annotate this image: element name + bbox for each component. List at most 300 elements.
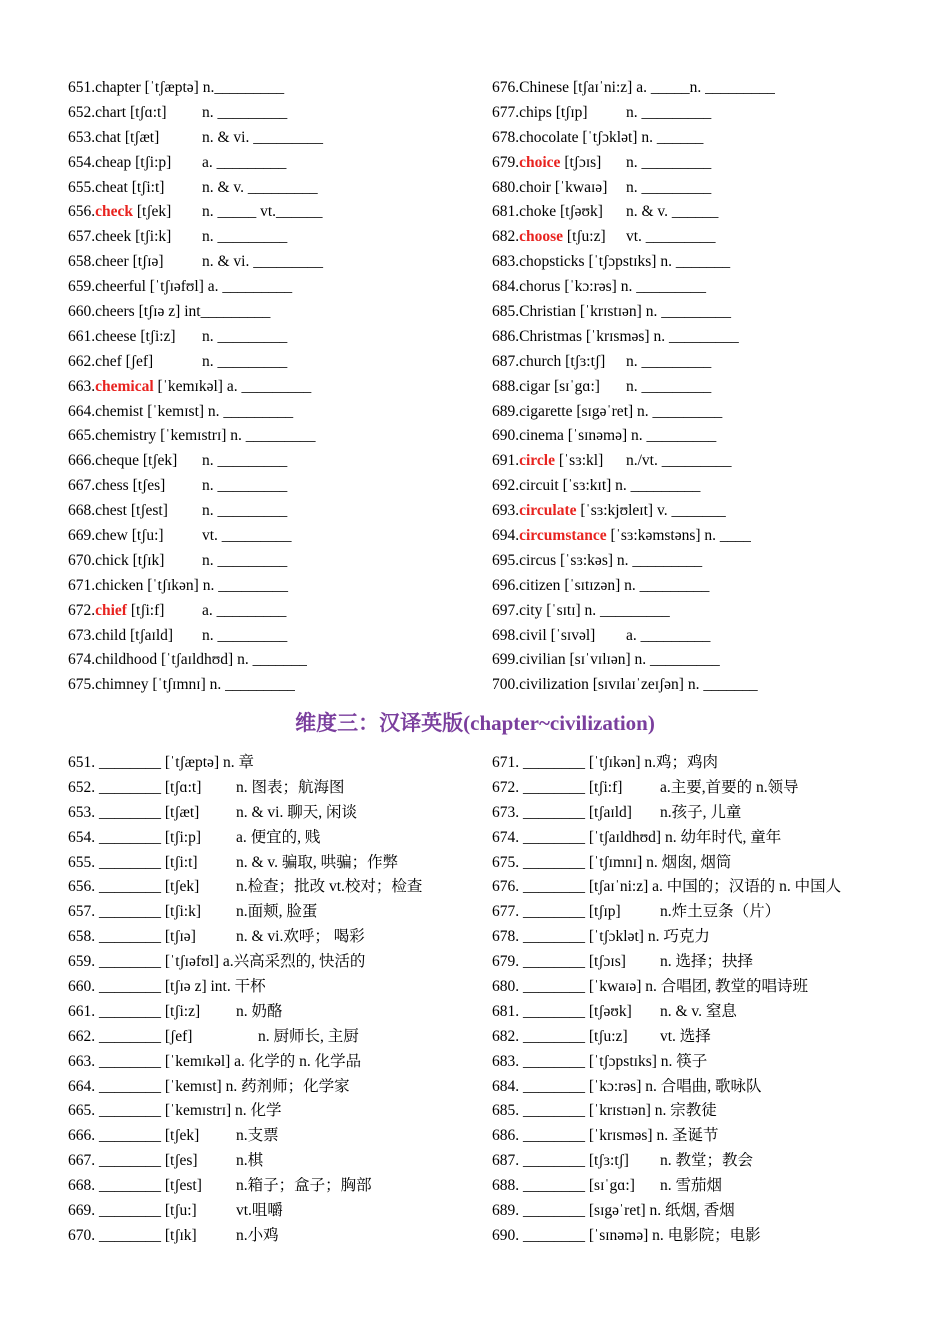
entry-meaning: n. 图表；航海图 — [236, 778, 345, 796]
vocab-entry — [68, 499, 508, 524]
entry-phonetic: [ˈkemɪst] n. 药剂师；化学家 — [161, 1077, 350, 1095]
entry-number: 683. ________ — [492, 1052, 585, 1070]
entry-meaning: n. _________ — [202, 327, 288, 345]
entry-phonetic: [sɪgəˈret] n. 纸烟, 香烟 — [585, 1202, 735, 1220]
vocab-entry — [492, 1199, 932, 1224]
entry-phonetic: [tʃu:] — [161, 1202, 197, 1220]
entry-number: 685. ________ — [492, 1102, 585, 1120]
entry-number: 677. ________ — [492, 903, 585, 921]
entry-word: chips — [519, 103, 552, 121]
vocab-entry — [68, 151, 508, 176]
entry-number: 685. — [492, 303, 520, 321]
entry-phonetic: [tʃi:k] — [131, 228, 172, 246]
entry-meaning: n. _________ — [626, 352, 712, 370]
entry-number: 666. — [68, 452, 96, 470]
entry-meaning: n. _________ — [626, 377, 712, 395]
vocab-entry — [68, 101, 508, 126]
vocab-entry — [492, 176, 932, 201]
entry-word: chick — [95, 551, 129, 569]
entry-word: civilian — [519, 651, 566, 669]
vocab-entry — [68, 950, 508, 975]
entry-number: 652. — [68, 103, 96, 121]
entry-word: city — [519, 601, 543, 619]
entry-word: cigarette — [519, 402, 573, 420]
entry-phonetic: [ˈsɪnəmə] n. 电影院；电影 — [585, 1226, 761, 1244]
entry-number: 652. ________ — [68, 778, 161, 796]
entry-number: 668. — [68, 502, 96, 520]
entry-number: 684. — [492, 278, 520, 296]
entry-number: 679. ________ — [492, 953, 585, 971]
entry-meaning: vt.咀嚼 — [236, 1202, 283, 1220]
entry-meaning: n. 厨师长, 主厨 — [258, 1027, 359, 1045]
entry-phonetic: [sɪˈgɑ:] — [585, 1177, 635, 1195]
vocab-entry — [492, 499, 932, 524]
entry-word: cheer — [95, 253, 129, 271]
entry-phonetic: [tʃɪə z] int. 干杯 — [161, 978, 266, 996]
entry-number: 662. — [68, 352, 96, 370]
entry-phonetic: [ˈtʃɪəfʊl] a. _________ — [145, 278, 293, 296]
vocab-entry — [68, 200, 508, 225]
vocab-entry — [68, 648, 508, 673]
vocab-entry — [492, 449, 932, 474]
vocab-entry — [68, 1124, 508, 1149]
vocab-entry — [68, 350, 508, 375]
entry-phonetic: [tʃaɪld] — [126, 626, 174, 644]
entry-meaning: n. & v. 骗取, 哄骗；作弊 — [236, 853, 399, 871]
vocab-entry — [68, 225, 508, 250]
entry-word: citizen — [519, 576, 561, 594]
entry-number: 676. ________ — [492, 878, 585, 896]
entry-phonetic: [ˈsɜ:kjʊleɪt] v. _______ — [576, 502, 726, 520]
entry-number: 695. — [492, 551, 520, 569]
entry-phonetic: [ˈkwaɪə] n. 合唱团, 教堂的唱诗班 — [585, 978, 808, 996]
vocab-entry — [492, 900, 932, 925]
entry-phonetic: [ˈkɔ:rəs] n. 合唱曲, 歌咏队 — [585, 1077, 762, 1095]
vocab-entry — [492, 549, 932, 574]
entry-number: 661. ________ — [68, 1002, 161, 1020]
entry-phonetic: [tʃɜ:tʃ] — [561, 352, 606, 370]
section-heading: 维度三：汉译英版(chapter~civilization) — [295, 711, 655, 735]
vocab-entry — [68, 599, 508, 624]
entry-word: chat — [95, 128, 121, 146]
entry-number: 676. — [492, 79, 520, 96]
vocab-entry — [68, 1199, 508, 1224]
entry-phonetic: [tʃæt] — [161, 803, 200, 821]
entry-phonetic: [ˈkwaɪə] — [550, 178, 608, 196]
entry-number: 672. ________ — [492, 778, 585, 796]
entry-number: 674. — [68, 651, 96, 669]
entry-number: 670. ________ — [68, 1226, 161, 1244]
entry-number: 680. ________ — [492, 978, 585, 996]
vocab-entry — [492, 776, 932, 801]
entry-phonetic: [tʃes] — [161, 1152, 198, 1170]
entry-phonetic: [tʃɔɪs] — [585, 953, 626, 971]
entry-phonetic: [ˈkemɪstrɪ] n. 化学 — [161, 1102, 282, 1120]
entry-word: cheque — [95, 452, 140, 470]
entry-phonetic: [tʃəʊk] — [556, 203, 603, 221]
vocab-column-right — [492, 76, 932, 698]
entry-word: Christmas — [519, 327, 582, 345]
entry-number: 656. ________ — [68, 878, 161, 896]
entry-phonetic: [ˈkɔ:rəs] n. _________ — [560, 278, 706, 296]
entry-phonetic: [ˈkrɪsməs] n. _________ — [582, 327, 739, 345]
entry-number: 688. ________ — [492, 1177, 585, 1195]
vocab-entry — [68, 751, 508, 776]
entry-phonetic: [ˈkrɪstɪən] n. _________ — [575, 303, 731, 321]
entry-number: 666. ________ — [68, 1127, 161, 1145]
entry-phonetic: [ˈsɜ:kəmstəns] n. ____ — [606, 527, 751, 545]
entry-number: 681. ________ — [492, 1002, 585, 1020]
vocab-entry — [492, 1025, 932, 1050]
vocab-entry — [68, 1075, 508, 1100]
entry-phonetic: [ˈsɪtɪzən] n. _________ — [560, 576, 710, 594]
entry-number: 677. — [492, 103, 520, 121]
entry-meaning: n. 教堂；教会 — [660, 1152, 754, 1170]
vocab-entry — [492, 200, 932, 225]
vocab-entry — [68, 524, 508, 549]
entry-meaning: n. _____ vt.______ — [202, 203, 323, 221]
entry-word: cheese — [95, 327, 137, 345]
entry-phonetic: [ˈtʃɔpstɪks] n. _______ — [584, 253, 731, 271]
entry-word: circulate — [519, 502, 577, 520]
translation-column-right — [492, 751, 932, 1249]
entry-number: 689. ________ — [492, 1202, 585, 1220]
entry-phonetic: [ˈsɜ:kl] — [554, 452, 604, 470]
entry-number: 661. — [68, 327, 96, 345]
entry-phonetic: [tʃek] — [133, 203, 172, 221]
vocab-entry — [492, 524, 932, 549]
entry-word: choice — [519, 153, 561, 171]
entry-meaning: n. & vi. _________ — [202, 253, 323, 271]
entry-phonetic: [ˈsɪnəmə] n. _________ — [563, 427, 717, 445]
entry-number: 655. ________ — [68, 853, 161, 871]
vocab-entry — [68, 250, 508, 275]
entry-number: 678. ________ — [492, 928, 585, 946]
entry-word: choose — [519, 228, 564, 246]
entry-meaning: vt. _________ — [202, 527, 292, 545]
entry-number: 691. — [492, 452, 520, 470]
entry-number: 673. ________ — [492, 803, 585, 821]
entry-number: 700. — [492, 676, 520, 694]
entry-phonetic: [tʃɑ:t] — [161, 778, 202, 796]
entry-phonetic: [ˈkrɪstɪən] n. 宗教徒 — [585, 1102, 717, 1120]
vocab-entry — [492, 599, 932, 624]
entry-word: cigar — [519, 377, 551, 395]
vocab-entry — [492, 325, 932, 350]
entry-number: 683. — [492, 253, 520, 271]
entry-meaning: n. & vi.欢呼； 喝彩 — [236, 928, 365, 946]
entry-phonetic: [ˈsɪvəl] — [546, 626, 596, 644]
entry-number: 680. — [492, 178, 520, 196]
entry-number: 664. — [68, 402, 96, 420]
vocab-entry — [68, 275, 508, 300]
entry-word: circuit — [519, 477, 559, 495]
entry-word: chicken — [95, 576, 144, 594]
vocab-entry — [492, 1174, 932, 1199]
entry-number: 673. — [68, 626, 96, 644]
vocab-entry — [68, 851, 508, 876]
entry-phonetic: [tʃɪə] — [128, 253, 164, 271]
vocab-entry — [68, 624, 508, 649]
entry-word: choir — [519, 178, 551, 196]
vocab-entry — [492, 474, 932, 499]
entry-number: 675. ________ — [492, 853, 585, 871]
entry-number: 689. — [492, 402, 520, 420]
entry-meaning: vt. 选择 — [660, 1027, 711, 1045]
entry-phonetic: [ʃef] — [121, 352, 154, 370]
entry-number: 679. — [492, 153, 520, 171]
entry-phonetic: [ˈkemɪkəl] a. 化学的 n. 化学品 — [161, 1052, 362, 1070]
entry-meaning: vt. _________ — [626, 228, 716, 246]
entry-word: chemical — [95, 377, 154, 395]
entry-number: 654. — [68, 153, 96, 171]
entry-number: 660. ________ — [68, 978, 161, 996]
entry-number: 658. — [68, 253, 96, 271]
entry-phonetic: [tʃɪk] — [161, 1226, 197, 1244]
vocab-entry — [492, 76, 932, 101]
entry-phonetic: [tʃɪə] — [161, 928, 196, 946]
entry-number: 669. ________ — [68, 1202, 161, 1220]
entry-number: 655. — [68, 178, 96, 196]
entry-phonetic: [tʃi:p] — [161, 828, 202, 846]
entry-number: 690. ________ — [492, 1226, 585, 1244]
entry-word: civil — [519, 626, 547, 644]
entry-meaning: n. 奶酪 — [236, 1002, 283, 1020]
vocab-entry — [68, 549, 508, 574]
entry-word: chimney — [95, 676, 149, 694]
vocab-entry — [68, 673, 508, 698]
vocab-entry — [68, 325, 508, 350]
entry-meaning: n. _________ — [202, 477, 288, 495]
entry-word: chemist — [95, 402, 144, 420]
vocab-entry — [492, 151, 932, 176]
entry-phonetic: [ˈtʃæptə] n._________ — [140, 79, 285, 96]
entry-phonetic: [tʃu:z] — [563, 228, 606, 246]
entry-word: child — [95, 626, 127, 644]
entry-number: 675. — [68, 676, 96, 694]
vocab-entry — [492, 751, 932, 776]
vocab-entry — [492, 424, 932, 449]
entry-meaning: n.炸土豆条（片） — [660, 903, 781, 921]
vocab-entry — [492, 574, 932, 599]
entry-phonetic: [tʃɑ:t] — [126, 103, 167, 121]
entry-word: civilization — [519, 676, 589, 694]
entry-meaning: n. _________ — [202, 452, 288, 470]
entry-phonetic: [ʃef] — [161, 1027, 193, 1045]
vocab-entry — [492, 950, 932, 975]
entry-number: 658. ________ — [68, 928, 161, 946]
entry-phonetic: [tʃi:t] — [161, 853, 198, 871]
entry-meaning: n. & vi. _________ — [202, 128, 323, 146]
entry-phonetic: [tʃaɪˈni:z] a. _____n. _________ — [569, 79, 775, 96]
entry-number: 660. — [68, 303, 96, 321]
entry-meaning: n. _________ — [202, 626, 288, 644]
entry-number: 668. ________ — [68, 1177, 161, 1195]
entry-word: childhood — [95, 651, 158, 669]
entry-meaning: n. 雪茄烟 — [660, 1177, 723, 1195]
entry-number: 678. — [492, 128, 520, 146]
vocab-entry — [68, 1050, 508, 1075]
vocab-entry — [492, 126, 932, 151]
entry-number: 684. ________ — [492, 1077, 585, 1095]
entry-meaning: n. _________ — [202, 502, 288, 520]
entry-number: 674. ________ — [492, 828, 585, 846]
entry-word: cheap — [95, 153, 132, 171]
entry-meaning: n.棋 — [236, 1152, 264, 1170]
entry-phonetic: [tʃaɪld] — [585, 803, 632, 821]
entry-number: 659. — [68, 278, 96, 296]
entry-word: chart — [95, 103, 127, 121]
entry-word: Chinese — [519, 79, 570, 96]
entry-meaning: n. _________ — [202, 551, 288, 569]
vocab-entry — [68, 1149, 508, 1174]
entry-phonetic: [tʃi:z] — [136, 327, 176, 345]
entry-meaning: n.检查；批改 vt.校对；检查 — [236, 878, 423, 896]
entry-phonetic: [ˈtʃɔpstɪks] n. 筷子 — [585, 1052, 708, 1070]
vocab-entry — [492, 925, 932, 950]
entry-word: Christian — [519, 303, 576, 321]
vocab-entry — [492, 648, 932, 673]
vocab-entry — [492, 400, 932, 425]
vocab-entry — [68, 300, 508, 325]
entry-word: chocolate — [519, 128, 579, 146]
entry-phonetic: [tʃəʊk] — [585, 1002, 632, 1020]
vocab-entry — [492, 375, 932, 400]
entry-phonetic: [tʃæt] — [120, 128, 160, 146]
entry-phonetic: [ˈtʃɪmnɪ] n. 烟囱, 烟筒 — [585, 853, 732, 871]
entry-number: 651. — [68, 79, 96, 96]
entry-meaning: n.箱子；盒子；胸部 — [236, 1177, 372, 1195]
entry-number: 671. — [68, 576, 96, 594]
vocab-column-left — [68, 76, 508, 698]
entry-number: 659. ________ — [68, 953, 161, 971]
entry-number: 693. — [492, 502, 520, 520]
entry-word: circumstance — [519, 527, 607, 545]
entry-number: 667. — [68, 477, 96, 495]
vocab-entry — [492, 350, 932, 375]
vocab-entry — [492, 875, 932, 900]
entry-phonetic: [tʃɪk] — [128, 551, 165, 569]
entry-phonetic: [tʃest] — [161, 1177, 202, 1195]
entry-number: 686. — [492, 327, 520, 345]
vocab-entry — [492, 851, 932, 876]
entry-number: 651. ________ — [68, 754, 161, 771]
vocab-entry — [68, 900, 508, 925]
entry-meaning: n.面颊, 脸蛋 — [236, 903, 318, 921]
vocab-entry — [492, 250, 932, 275]
entry-number: 665. ________ — [68, 1102, 161, 1120]
entry-number: 663. — [68, 377, 96, 395]
entry-meaning: n. _________ — [626, 103, 712, 121]
vocab-entry — [492, 975, 932, 1000]
entry-meaning: n./vt. _________ — [626, 452, 732, 470]
entry-meaning: n. 选择；抉择 — [660, 953, 754, 971]
entry-word: chew — [95, 527, 128, 545]
entry-meaning: n.孩子, 儿童 — [660, 803, 742, 821]
entry-number: 687. — [492, 352, 520, 370]
entry-word: chief — [95, 601, 127, 619]
entry-phonetic: [ˈtʃɪkən] n. _________ — [143, 576, 288, 594]
entry-word: chemistry — [95, 427, 157, 445]
entry-phonetic: [tʃek] — [139, 452, 178, 470]
entry-phonetic: [ˈsɜ:kəs] n. _________ — [556, 551, 703, 569]
vocab-entry — [68, 375, 508, 400]
entry-phonetic: [ˈtʃɔklət] n. ______ — [578, 128, 704, 146]
entry-phonetic: [tʃu:z] — [585, 1027, 628, 1045]
entry-phonetic: [tʃi:f] — [585, 778, 623, 796]
entry-phonetic: [tʃest] — [126, 502, 168, 520]
vocab-entry — [68, 875, 508, 900]
translation-column-left — [68, 751, 508, 1249]
entry-phonetic: [sɪgəˈret] n. _________ — [572, 402, 723, 420]
vocab-entry — [492, 624, 932, 649]
entry-number: 687. ________ — [492, 1152, 585, 1170]
entry-number: 694. — [492, 527, 520, 545]
vocab-entry — [68, 574, 508, 599]
entry-phonetic: [ˈkrɪsməs] n. 圣诞节 — [585, 1127, 719, 1145]
entry-phonetic: [ˈsɪtɪ] n. _________ — [542, 601, 670, 619]
vocab-entry — [492, 300, 932, 325]
entry-number: 664. ________ — [68, 1077, 161, 1095]
entry-phonetic: [tʃɔɪs] — [560, 153, 602, 171]
vocab-entry — [492, 1075, 932, 1100]
entry-phonetic: [tʃɪə z] int_________ — [134, 303, 271, 321]
entry-word: circle — [519, 452, 555, 470]
vocab-entry — [492, 826, 932, 851]
vocab-entry — [492, 1050, 932, 1075]
entry-phonetic: [ˈkemɪkəl] a. _________ — [153, 377, 312, 395]
entry-word: chess — [95, 477, 129, 495]
entry-word: cheers — [95, 303, 135, 321]
entry-word: cheerful — [95, 278, 146, 296]
entry-phonetic: [ˈsɜ:kɪt] n. _________ — [558, 477, 701, 495]
entry-phonetic: [ˈkemɪstrɪ] n. _________ — [156, 427, 316, 445]
vocab-entry — [492, 1000, 932, 1025]
vocab-entry — [68, 975, 508, 1000]
entry-word: choke — [519, 203, 557, 221]
entry-phonetic: [tʃi:k] — [161, 903, 202, 921]
vocab-entry — [492, 101, 932, 126]
entry-number: 662. ________ — [68, 1027, 161, 1045]
entry-meaning: n. _________ — [626, 153, 712, 171]
entry-number: 696. — [492, 576, 520, 594]
entry-phonetic: [ˈtʃɪəfʊl] a.兴高采烈的, 快活的 — [161, 953, 366, 971]
entry-phonetic: [tʃek] — [161, 878, 200, 896]
entry-word: cheat — [95, 178, 128, 196]
vocab-entry — [68, 801, 508, 826]
entry-phonetic: [ˈtʃaɪldhʊd] n. _______ — [157, 651, 307, 669]
entry-meaning: n. _________ — [202, 228, 288, 246]
entry-phonetic: [ˈtʃɪkən] n.鸡；鸡肉 — [585, 754, 719, 771]
entry-phonetic: [ˈkemɪst] n. _________ — [143, 402, 294, 420]
entry-number: 657. — [68, 228, 96, 246]
entry-number: 699. — [492, 651, 520, 669]
entry-word: chorus — [519, 278, 561, 296]
entry-meaning: a. _________ — [202, 153, 287, 171]
vocab-entry — [68, 1174, 508, 1199]
entry-phonetic: [tʃi:p] — [131, 153, 172, 171]
vocab-entry — [68, 1000, 508, 1025]
entry-meaning: n. _________ — [202, 103, 288, 121]
entry-number: 697. — [492, 601, 520, 619]
vocab-entry — [492, 1099, 932, 1124]
entry-meaning: a. _________ — [626, 626, 711, 644]
vocab-entry — [492, 673, 932, 698]
vocab-entry — [492, 1124, 932, 1149]
entry-meaning: n. _________ — [202, 352, 288, 370]
entry-number: 672. — [68, 601, 96, 619]
vocab-entry — [68, 474, 508, 499]
